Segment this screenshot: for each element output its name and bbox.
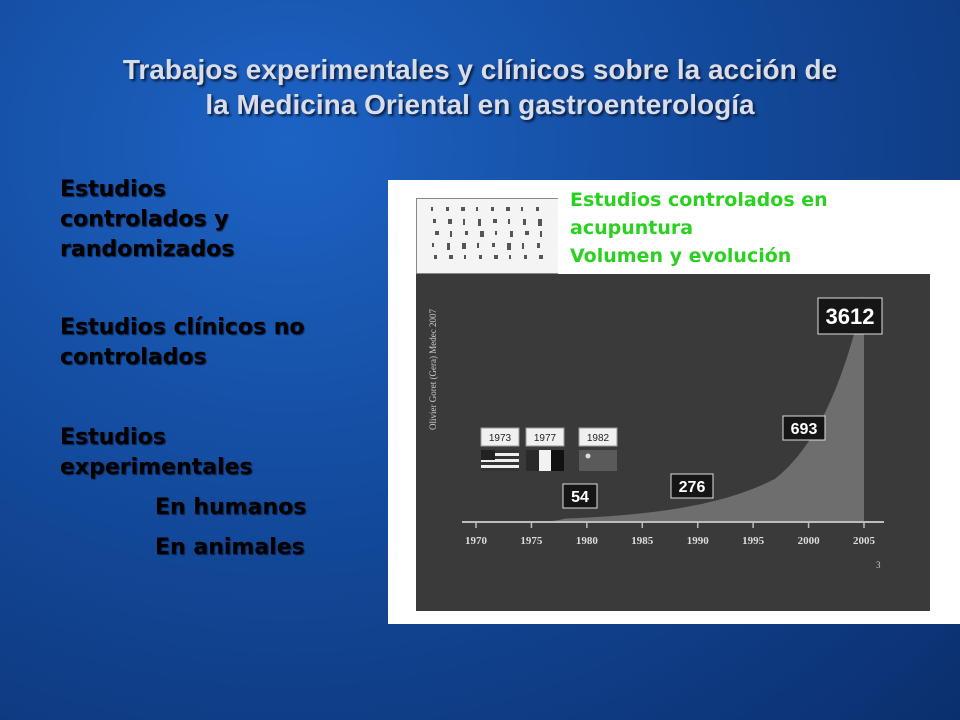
- caption-box: [558, 184, 960, 274]
- thumbnail-mark: [539, 255, 543, 259]
- thumbnail-mark: [480, 231, 484, 237]
- usa-flag-icon: [481, 450, 519, 471]
- thumbnail-mark: [525, 231, 529, 235]
- x-tick-label: 2000: [797, 535, 820, 547]
- data-label: 3612: [825, 303, 875, 329]
- flag-field: [579, 450, 617, 471]
- bullet-uncontrolled-line1: Estudios clínicos no: [60, 315, 305, 340]
- flag-year-label: 1982: [586, 433, 610, 444]
- thumbnail-mark: [494, 255, 498, 259]
- flag-star: [586, 454, 591, 459]
- thumbnail-mark: [537, 243, 540, 248]
- thumbnail-mark: [491, 207, 494, 211]
- thumbnail-mark: [507, 243, 511, 250]
- caption-line-2: acupuntura: [570, 217, 694, 239]
- thumbnail-mark: [479, 255, 482, 259]
- bullet-controlled-line1: Estudios: [60, 177, 166, 202]
- thumbnail-mark: [461, 207, 465, 211]
- thumbnail-mark: [510, 231, 513, 237]
- bullet-controlled-line2: controlados y: [60, 207, 229, 232]
- thumbnail-mark: [465, 231, 468, 235]
- sub-bullet-humans: En humanos: [155, 495, 307, 520]
- thumbnail-mark: [495, 231, 497, 235]
- flag-band: [539, 450, 551, 471]
- thumbnail-mark: [446, 207, 449, 211]
- thumbnail-mark: [493, 219, 497, 223]
- thumbnail-mark: [536, 207, 539, 211]
- bullet-experimental-line1: Estudios: [60, 425, 166, 450]
- china-flag-icon: [579, 450, 617, 471]
- thumbnail-mark: [492, 243, 495, 247]
- x-tick-label: 1980: [575, 535, 598, 547]
- thumbnail-mark: [448, 219, 452, 224]
- flag-stripe: [481, 462, 519, 465]
- thumbnail-mark: [538, 219, 542, 226]
- thumbnail-mark: [432, 243, 434, 247]
- thumbnail-mark: [435, 231, 439, 235]
- thumbnail-mark: [464, 255, 466, 259]
- x-tick-label: 1970: [465, 535, 487, 547]
- thumbnail-mark: [449, 255, 453, 259]
- thumbnail-mark: [476, 207, 478, 211]
- x-tick-label: 1985: [631, 535, 654, 547]
- x-tick-label: 1975: [520, 535, 543, 547]
- x-tick-label: 2005: [853, 535, 875, 547]
- thumbnail-mark: [509, 255, 511, 259]
- bullet-experimental-line2: experimentales: [60, 455, 253, 480]
- thumbnail-mark: [508, 219, 510, 224]
- title-line-2: la Medicina Oriental en gastroenterología: [205, 89, 755, 120]
- caption-line-3: Volumen y evolución: [570, 245, 792, 267]
- thumbnail-mark: [506, 207, 510, 211]
- thumbnail-mark: [450, 231, 452, 237]
- thumbnail-mark: [477, 243, 479, 248]
- flag-band: [551, 450, 564, 471]
- title-line-1: Trabajos experimentales y clínicos sobre la acción de: [122, 54, 838, 85]
- thumbnail-mark: [431, 207, 433, 211]
- caption-line-1: Estudios controlados en: [570, 189, 828, 211]
- document-thumbnail: [416, 198, 560, 274]
- thumbnail-mark: [524, 255, 527, 259]
- thumbnail-mark: [447, 243, 450, 250]
- flag-stripe: [481, 465, 519, 468]
- sub-bullet-animals: En animales: [155, 535, 305, 560]
- thumbnail-scribbles: [417, 199, 559, 273]
- france-flag-icon: [526, 450, 564, 471]
- photo-credit: Olivier Goret (Gera) Medec 2007: [428, 309, 438, 430]
- thumbnail-mark: [478, 219, 481, 226]
- flag-stripe: [481, 468, 519, 471]
- thumbnail-mark: [433, 219, 436, 223]
- page-mark: 3: [876, 560, 881, 570]
- data-label: 54: [571, 488, 589, 506]
- thumbnail-mark: [463, 219, 465, 225]
- data-label: 693: [790, 420, 818, 438]
- thumbnail-mark: [521, 207, 523, 211]
- flag-year-label: 1977: [533, 433, 557, 444]
- thumbnail-mark: [522, 243, 524, 249]
- flag-band: [526, 450, 539, 471]
- thumbnail-mark: [540, 231, 542, 237]
- flag-year-label: 1973: [488, 433, 512, 444]
- x-tick-label: 1995: [742, 535, 765, 547]
- thumbnail-mark: [434, 255, 437, 259]
- thumbnail-mark: [462, 243, 466, 249]
- data-label: 276: [678, 478, 706, 496]
- bullet-uncontrolled-line2: controlados: [60, 345, 207, 370]
- flag-canton: [481, 450, 495, 460]
- x-tick-label: 1990: [686, 535, 709, 547]
- bullet-controlled-line3: randomizados: [60, 237, 235, 262]
- thumbnail-mark: [523, 219, 526, 225]
